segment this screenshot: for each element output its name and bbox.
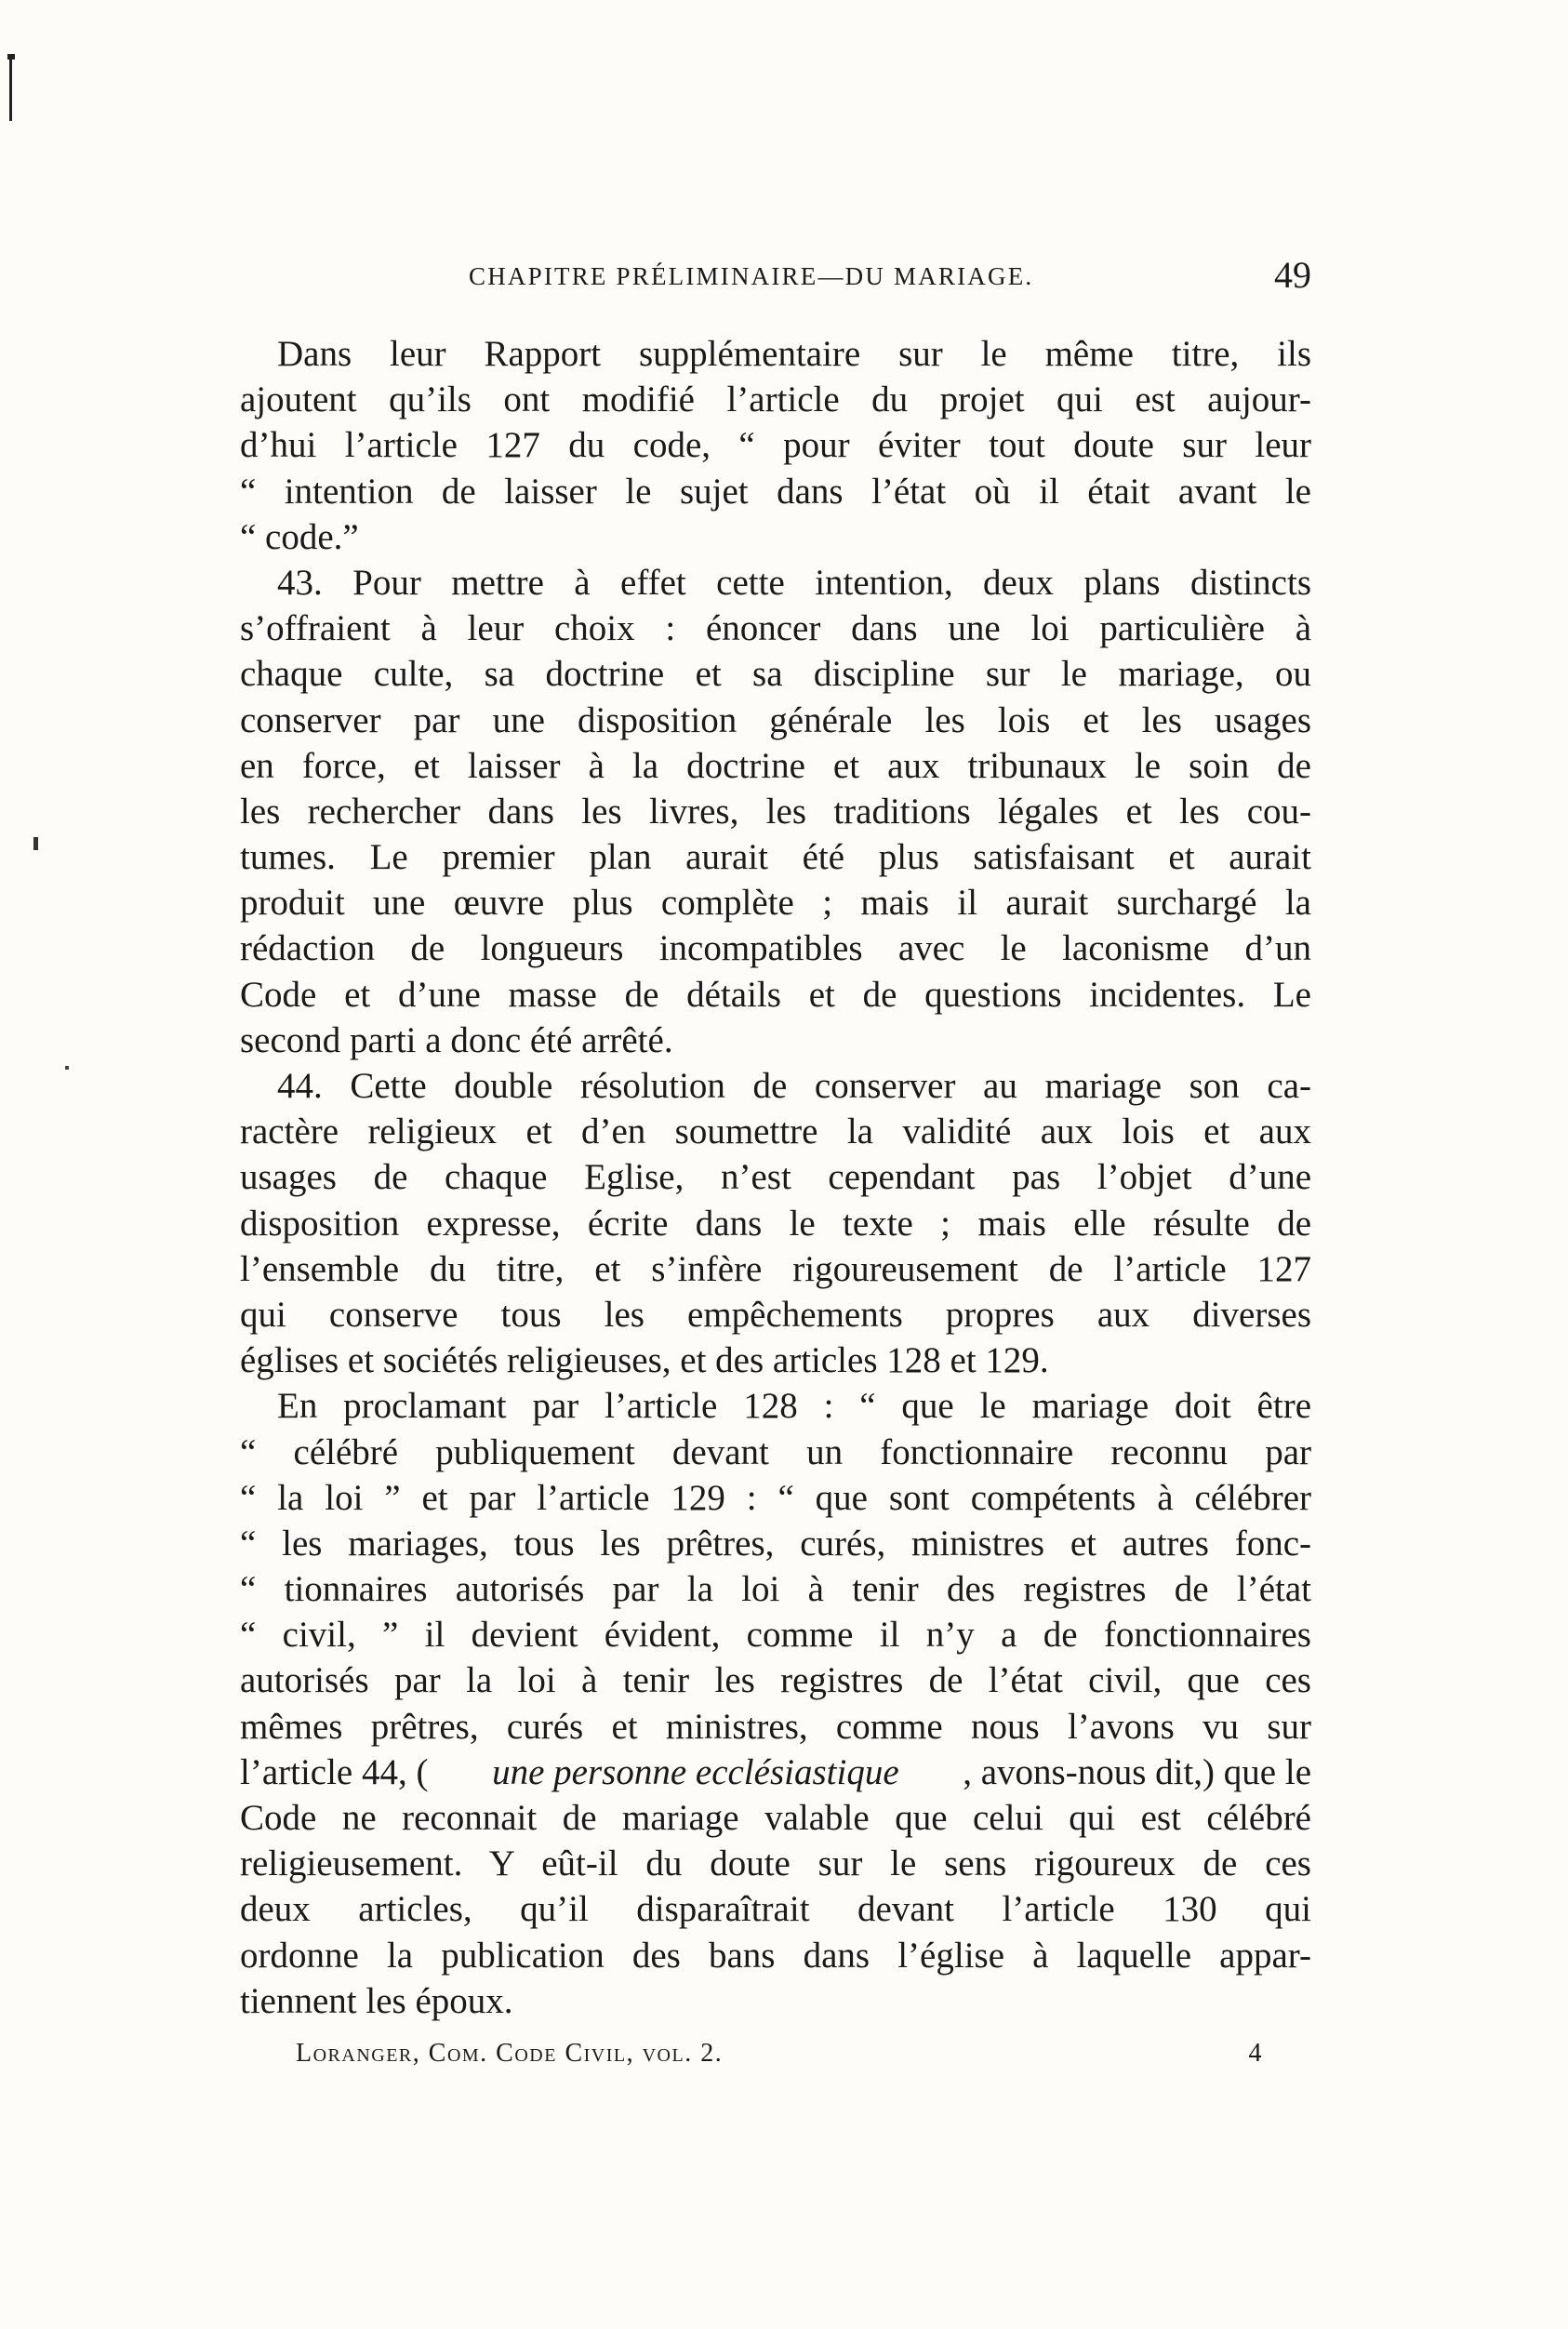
text-line: Code ne reconnait de mariage valable que celui qui est célébré (240, 1798, 1311, 1838)
text-line: conserver par une disposition générale les lois et les usages (240, 699, 1311, 740)
text-line: 44. Cette double résolution de conserver au mariage son ca- (277, 1066, 1311, 1106)
text-line: d’hui l’article 127 du code, “ pour éviter tout doute sur leur (240, 425, 1311, 466)
text-line: s’offraient à leur choix : énoncer dans une loi particulière à (240, 608, 1311, 649)
italic-phrase: une personne ecclésiastique (492, 1751, 899, 1792)
text-line: tiennent les époux. (240, 1980, 513, 2021)
text-line: religieusement. Y eût-il du doute sur le sens rigoureux de ces (240, 1843, 1311, 1884)
text-line: second parti a donc été arrêté. (240, 1019, 673, 1060)
body-text (240, 331, 1311, 2024)
text-line: deux articles, qu’il disparaîtrait devant l’article 130 qui (240, 1889, 1311, 1930)
text-line: rédaction de longueurs incompatibles avec le laconisme d’un (240, 928, 1311, 969)
text-line: “ civil, ” il devient évident, comme il n’y a de fonctionnaires (240, 1615, 1311, 1656)
text-line: autorisés par la loi à tenir les registres de l’état civil, que ces (240, 1660, 1311, 1701)
text-line: ordonne la publication des bans dans l’église à laquelle appar- (240, 1935, 1311, 1976)
text-line: “ la loi ” et par l’article 129 : “ que sont compétents à célébrer (240, 1477, 1311, 1518)
text-line: “ tionnaires autorisés par la loi à tenir des registres de l’état (240, 1569, 1311, 1610)
text-line: disposition expresse, écrite dans le texte ; mais elle résulte de (240, 1203, 1311, 1244)
text-line: produit une œuvre plus complète ; mais il aurait surchargé la (240, 883, 1311, 924)
scan-edge-mark-small (7, 54, 15, 60)
text-line: mêmes prêtres, curés et ministres, comme nous l’avons vu sur (240, 1706, 1311, 1747)
text-line: usages de chaque Eglise, n’est cependant pas l’objet d’une (240, 1157, 1311, 1198)
text-line: en force, et laisser à la doctrine et aux tribunaux le soin de (240, 745, 1311, 786)
text-segment: l’article 44, ( (240, 1751, 429, 1792)
signature-line (296, 2039, 1263, 2076)
page-number: 49 (1274, 254, 1311, 296)
text-line: les rechercher dans les livres, les traditions légales et les cou- (240, 791, 1311, 832)
text-line: tumes. Le premier plan aurait été plus satisfaisant et aurait (240, 837, 1311, 878)
text-line: ajoutent qu’ils ont modifié l’article du projet qui est aujour- (240, 379, 1311, 420)
scan-dot (33, 837, 38, 850)
text-line: qui conserve tous les empêchements propres aux diverses (240, 1294, 1311, 1335)
text-line: “ code.” (240, 516, 359, 557)
text-line: “ célébré publiquement devant un fonctionnaire reconnu par (240, 1431, 1311, 1472)
text-segment: , avons-nous dit,) que le (963, 1751, 1311, 1792)
scan-edge-mark (9, 54, 12, 121)
text-line: “ les mariages, tous les prêtres, curés, ministres et autres fonc- (240, 1523, 1311, 1564)
text-line: En proclamant par l’article 128 : “ que le mariage doit être (277, 1386, 1311, 1427)
text-line: chaque culte, sa doctrine et sa discipline sur le mariage, ou (240, 654, 1311, 695)
text-line: Code et d’une masse de détails et de questions incidentes. Le (240, 974, 1311, 1015)
text-line: l’ensemble du titre, et s’infère rigoureusement de l’article 127 (240, 1248, 1311, 1289)
text-line: 43. Pour mettre à effet cette intention, deux plans distincts (277, 562, 1311, 603)
scan-dot (65, 1066, 69, 1070)
text-line: Dans leur Rapport supplémentaire sur le même titre, ils (277, 334, 1311, 374)
text-line: ractère religieux et d’en soumettre la validité aux lois et aux (240, 1111, 1311, 1152)
text-line: églises et sociétés religieuses, et des articles 128 et 129. (240, 1340, 1049, 1381)
text-line: “ intention de laisser le sujet dans l’état où il était avant le (240, 471, 1311, 512)
printer-signature: Loranger, Com. Code Civil, vol. 2. (296, 2039, 724, 2068)
running-head (240, 254, 1311, 305)
text-line-with-italic (240, 1750, 1311, 1795)
signature-mark: 4 (1248, 2039, 1263, 2068)
chapter-title: CHAPITRE PRÉLIMINAIRE—DU MARIAGE. (469, 262, 1034, 290)
